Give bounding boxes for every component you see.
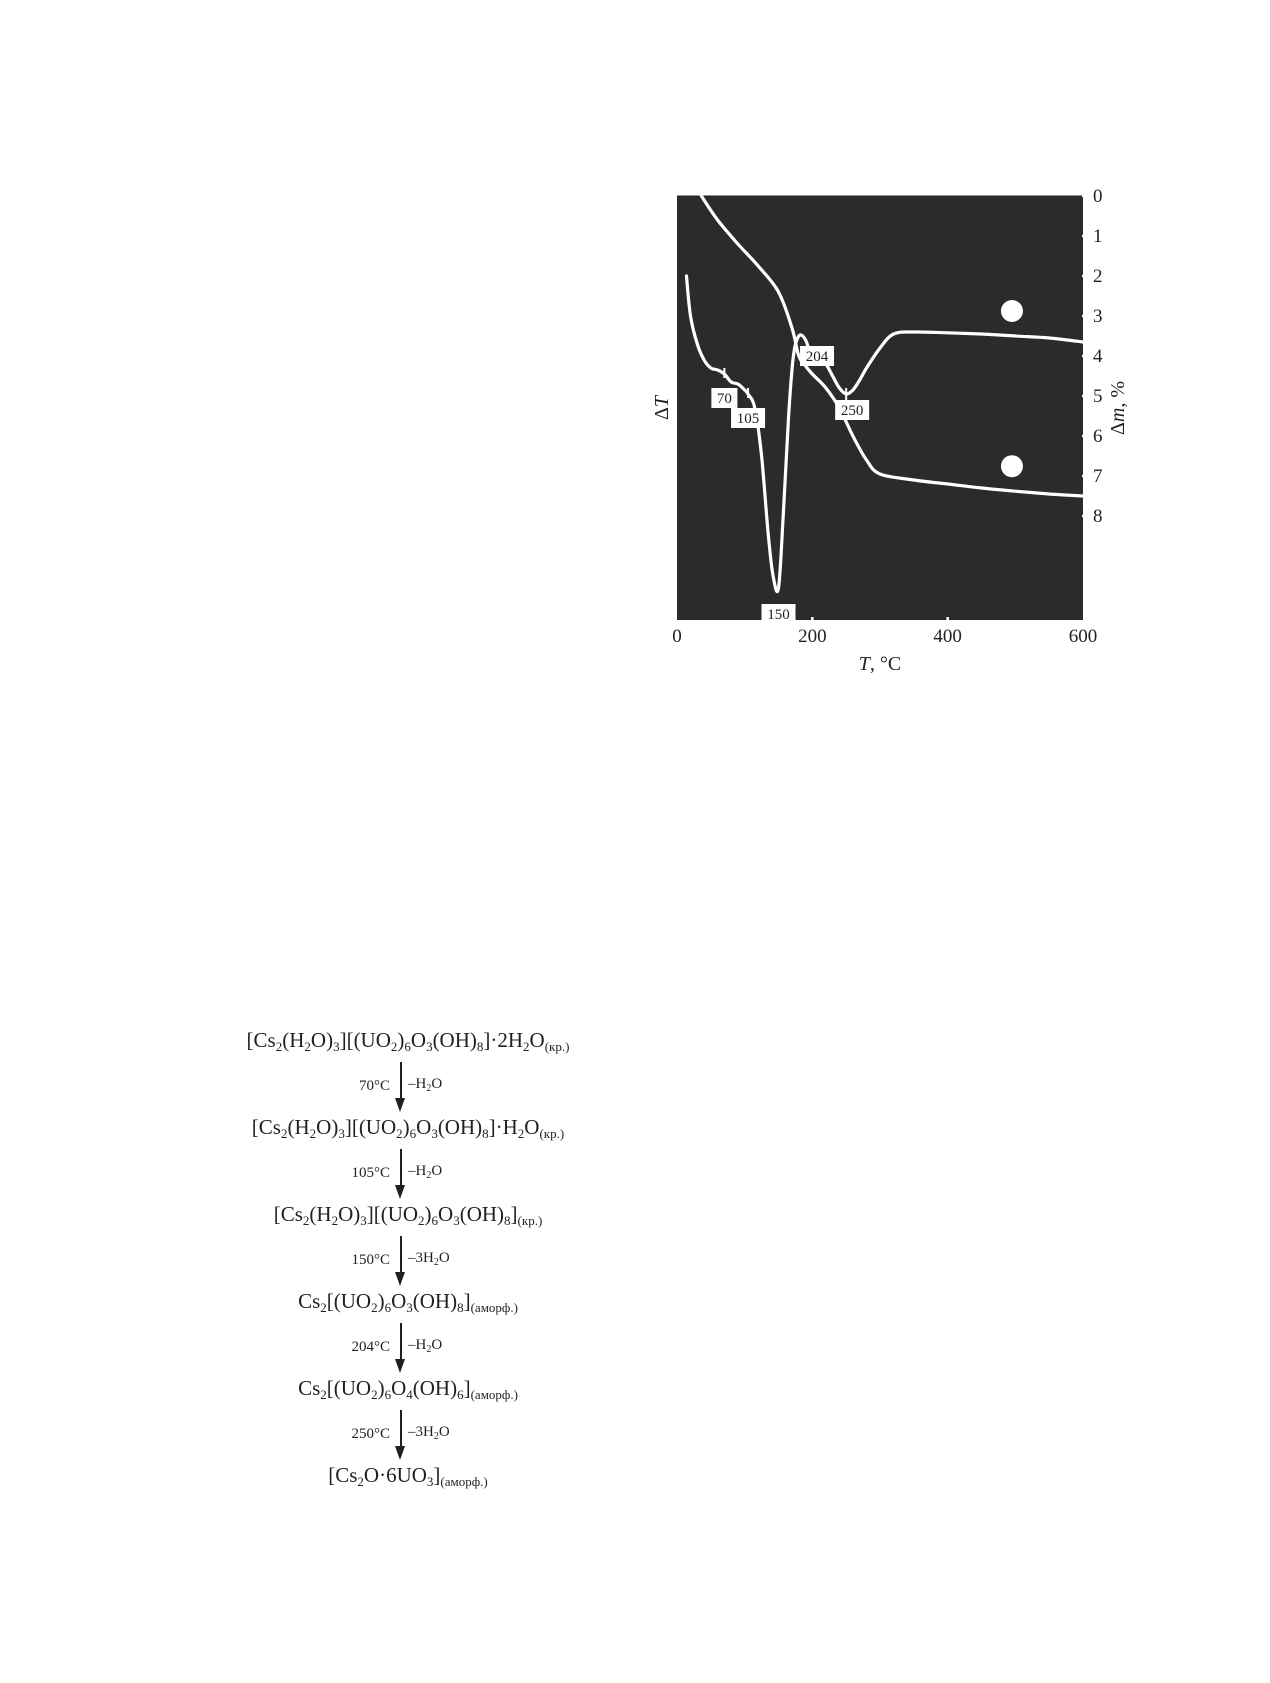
y-right-tick-label: 0 bbox=[1093, 186, 1103, 207]
scheme-temperature: 150°C bbox=[351, 1252, 390, 1268]
scheme-water-loss: $-3H_2O$ bbox=[408, 1250, 450, 1268]
y-left-axis-title: ΔT bbox=[651, 396, 673, 420]
peak-label: 105 bbox=[736, 411, 760, 427]
scheme-formula: $[Cs_2O\cdot 6UO_3]_{(аморф.)}$ bbox=[328, 1463, 488, 1489]
scheme-water-loss: $-H_2O$ bbox=[408, 1076, 443, 1094]
y-right-tick-label: 5 bbox=[1093, 386, 1103, 407]
scheme-temperature: 204°C bbox=[351, 1339, 390, 1355]
scheme-formula: $[Cs_2(H_2O)_3][(UO_2)_6O_3(OH)_8]\cdot H_2O_{(кр.)}$ bbox=[251, 1115, 565, 1141]
peak-label: 70 bbox=[716, 391, 732, 407]
scheme-temperature: 250°C bbox=[351, 1426, 390, 1442]
scheme-formula: $Cs_2[(UO_2)_6O_4(OH)_6]_{(аморф.)}$ bbox=[298, 1376, 518, 1402]
x-tick-label: 600 bbox=[1068, 626, 1098, 647]
y-right-tick-label: 3 bbox=[1093, 306, 1103, 327]
y-right-tick-label: 7 bbox=[1093, 466, 1103, 487]
y-right-axis-title: Δm, % bbox=[1107, 381, 1129, 435]
y-right-tick-label: 6 bbox=[1093, 426, 1103, 447]
peak-label: 150 bbox=[767, 607, 790, 623]
scheme-formula: $[Cs_2(H_2O)_3][(UO_2)_6O_3(OH)_8]\cdot 2H_2O_{(кр.)}$ bbox=[246, 1028, 570, 1054]
scheme-formula: $[Cs_2(H_2O)_3][(UO_2)_6O_3(OH)_8]_{(кр.)}$ bbox=[273, 1202, 543, 1228]
x-tick-label: 0 bbox=[672, 626, 682, 647]
curve-marker-dta bbox=[1001, 300, 1023, 322]
x-tick-label: 400 bbox=[933, 626, 962, 647]
y-right-tick-label: 8 bbox=[1093, 506, 1103, 527]
y-right-tick-label: 2 bbox=[1093, 266, 1103, 287]
scheme-temperature: 70°C bbox=[358, 1078, 390, 1094]
scheme-formula: $Cs_2[(UO_2)_6O_3(OH)_8]_{(аморф.)}$ bbox=[298, 1289, 518, 1315]
dta-tg-chart bbox=[0, 0, 1270, 700]
scheme-water-loss: $-3H_2O$ bbox=[408, 1424, 450, 1442]
scheme-water-loss: $-H_2O$ bbox=[408, 1337, 443, 1355]
x-axis-title: T, °C bbox=[858, 653, 902, 675]
scheme-temperature: 105°C bbox=[351, 1165, 390, 1181]
scheme-water-loss: $-H_2O$ bbox=[408, 1163, 443, 1181]
y-right-tick-label: 4 bbox=[1093, 346, 1103, 367]
y-right-tick-label: 1 bbox=[1093, 226, 1103, 247]
x-tick-label: 200 bbox=[798, 626, 827, 647]
curve-marker-tg bbox=[1001, 455, 1023, 477]
peak-label: 204 bbox=[805, 349, 829, 365]
peak-label: 250 bbox=[840, 403, 864, 419]
